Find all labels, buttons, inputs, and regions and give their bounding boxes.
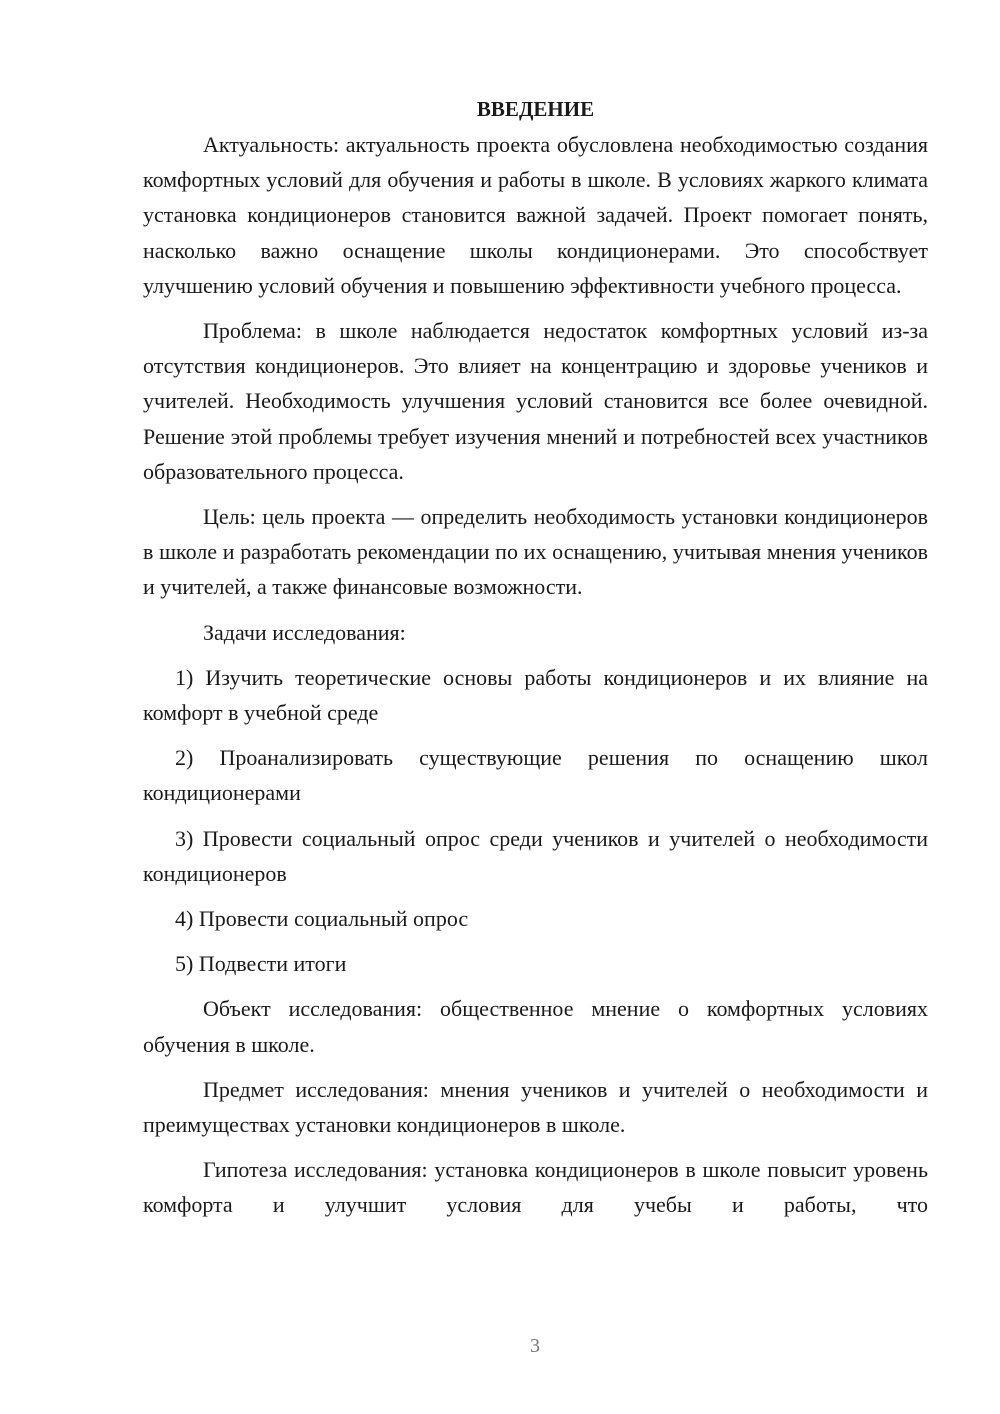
paragraph-hypothesis: Гипотеза исследования: установка кондиционеров в школе повысит уровень комфорта и улучшит условия для учебы и работы, что <box>143 1157 928 1218</box>
paragraph-problem: Проблема: в школе наблюдается недостаток комфортных условий из-за отсутствия кондиционеров. Это влияет на концентрацию и здоровье учеников и учителей. Необходимость улучшения условий становится все более очевидной. Решение этой проблемы требует изучения мнений и потребностей всех участников образовательного процесса. <box>143 318 928 484</box>
paragraph-relevance: Актуальность: актуальность проекта обусловлена необходимостью создания комфортных условий для обучения и работы в школе. В условиях жаркого климата установка кондиционеров становится важной задачей. Проект помогает понять, насколько важно оснащение школы кондиционерами. Это способствует улучшению условий обучения и повышению эффективности учебного процесса. <box>143 132 928 298</box>
task-item-1: 1) Изучить теоретические основы работы кондиционеров и их влияние на комфорт в учебной среде <box>143 664 928 726</box>
document-heading: ВВЕДЕНИЕ <box>476 97 595 121</box>
paragraph-subject: Предмет исследования: мнения учеников и учителей о необходимости и преимуществах установки кондиционеров в школе. <box>143 1076 928 1138</box>
task-item-5: 5) Подвести итоги <box>175 951 347 977</box>
paragraph-goal: Цель: цель проекта — определить необходимость установки кондиционеров в школе и разработать рекомендации по их оснащению, учитывая мнения учеников и учителей, а также финансовые возможности. <box>143 504 928 600</box>
task-item-4: 4) Провести социальный опрос <box>175 906 469 932</box>
page-number: 3 <box>530 1335 540 1357</box>
task-item-2: 2) Проанализировать существующие решения по оснащению школ кондиционерами <box>143 745 928 806</box>
document-page <box>143 92 928 1233</box>
paragraph-object: Объект исследования: общественное мнение о комфортных условиях обучения в школе. <box>143 996 928 1057</box>
task-item-3: 3) Провести социальный опрос среди учеников и учителей о необходимости кондиционеров <box>143 825 928 886</box>
paragraph-tasks-title: Задачи исследования: <box>203 619 406 645</box>
